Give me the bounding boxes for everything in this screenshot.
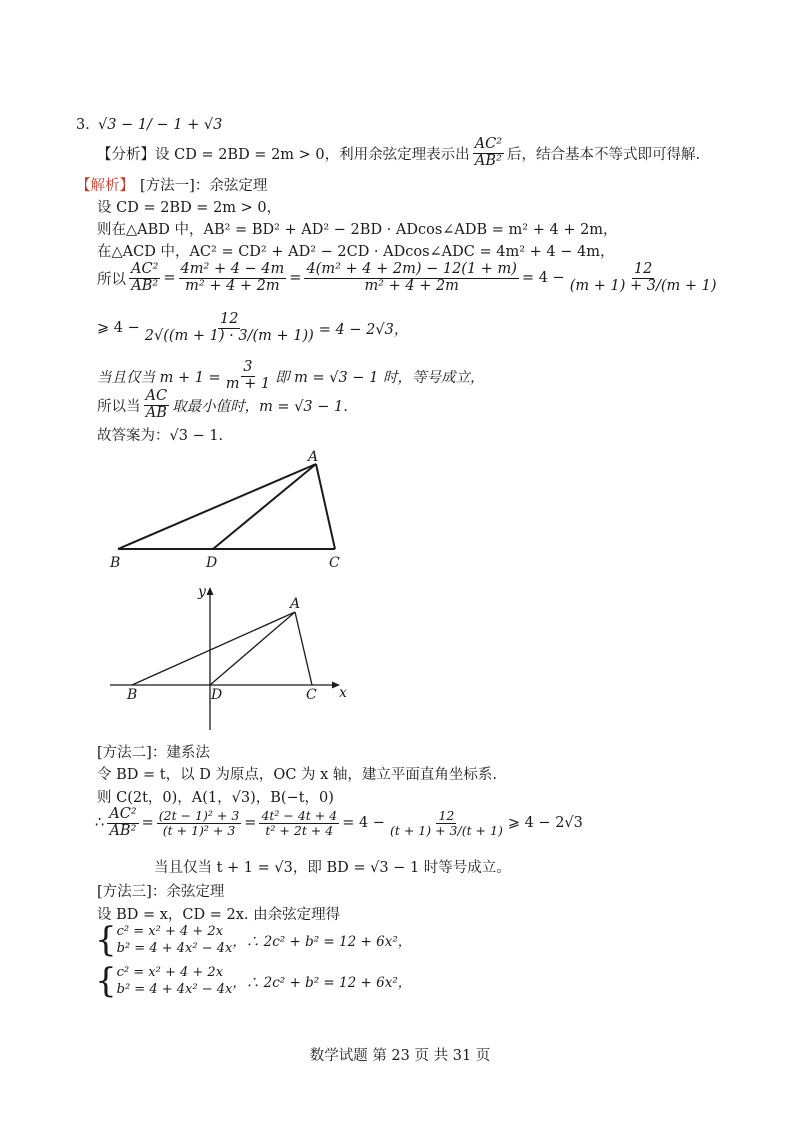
equals-sign: =: [244, 815, 257, 832]
label-b: B: [110, 555, 121, 571]
label-a: A: [290, 596, 301, 612]
fraction-numerator: 4t² − 4t + 4: [261, 808, 338, 824]
method2-title: [方法二]：建系法: [97, 745, 210, 761]
line7-prefix: 所以当: [97, 398, 141, 415]
m2-fraction-1: [107, 807, 138, 840]
equation-system: [117, 964, 233, 998]
method2-line3: [95, 807, 583, 840]
fraction-numerator: 3: [243, 359, 253, 375]
label-d: D: [211, 687, 223, 703]
fraction-denominator: AB²: [131, 277, 159, 294]
fraction-numerator: AC: [145, 388, 168, 404]
method1-line7: [97, 389, 348, 422]
line4-lead: = 4 −: [521, 270, 565, 287]
label-c: C: [329, 555, 340, 571]
method3-system-2: [95, 961, 412, 1001]
fraction-denominator: (m + 1) + 3/(m + 1): [569, 277, 717, 294]
line5-tail: = 4 − 2√3，: [318, 321, 409, 338]
fraction-denominator: AB²: [474, 152, 502, 169]
fraction-denominator: (t + 1) + 3/(t + 1): [389, 822, 503, 838]
segment-ac: [295, 612, 312, 685]
equation-c: c² = x² + 4 + 2x: [116, 965, 224, 980]
fraction-denominator: AB: [145, 404, 167, 421]
method1-line5: [97, 312, 408, 345]
fraction-denominator: m² + 4 + 2m: [364, 277, 459, 294]
fraction-numerator: 4(m² + 4 + 2m) − 12(1 + m): [306, 261, 517, 277]
segment-ab: [118, 464, 316, 549]
method1-line4: [97, 262, 722, 295]
equals-sign: =: [163, 270, 176, 287]
method1-line3: 在△ACD 中，AC² = CD² + AD² − 2CD · ADcos∠ADC = 4m² + 4 − 4m，: [97, 244, 615, 260]
left-brace-icon: {: [95, 920, 117, 960]
equation-b: b² = 4 + 4x² − 4x: [116, 982, 233, 997]
method1-line1: 设 CD = 2BD = 2m > 0，: [97, 200, 282, 216]
method3-line1: 设 BD = x，CD = 2x. 由余弦定理得: [97, 907, 341, 923]
line5-lead: ⩾ 4 −: [97, 320, 140, 337]
fraction-numerator: 12: [633, 261, 653, 277]
therefore-symbol: ∴: [95, 815, 105, 832]
m2-tail: ⩾ 4 − 2√3: [507, 815, 583, 832]
fraction-denominator: AB²: [109, 822, 137, 839]
coordinate-figure: [110, 582, 360, 732]
m2-fraction-2: [157, 809, 242, 838]
label-b: B: [127, 687, 138, 703]
fraction-denominator: m + 1: [225, 375, 271, 392]
equals-sign: =: [141, 815, 154, 832]
method3-system-1: [95, 920, 412, 960]
label-x: x: [339, 685, 347, 701]
line6-fraction: [224, 360, 272, 393]
system-result: ，∴ 2c² + b² = 12 + 6x²，: [232, 975, 412, 991]
fraction-denominator: m² + 4 + 2m: [185, 277, 280, 294]
fraction-numerator: 12: [438, 808, 455, 824]
system-result: ，∴ 2c² + b² = 12 + 6x²，: [232, 934, 412, 950]
m2-lead: = 4 −: [342, 815, 385, 832]
line7-suffix: 取最小值时，m = √3 − 1.: [172, 398, 348, 415]
label-y: y: [198, 584, 206, 600]
label-d: D: [206, 555, 218, 571]
segment-ad: [213, 464, 316, 549]
equation-b: b² = 4 + 4x² − 4x: [116, 941, 233, 956]
fraction-numerator: AC²: [131, 261, 159, 277]
method2-line2: 则 C(2t，0)，A(1，√3)，B(−t，0): [97, 790, 334, 806]
analysis-text-after: 后，结合基本不等式即可得解.: [507, 146, 701, 163]
m2-fraction-3: [259, 809, 339, 838]
analysis-text-before: 设 CD = 2BD = 2m > 0，利用余弦定理表示出: [155, 146, 470, 163]
method2-line4: 当且仅当 t + 1 = √3，即 BD = √3 − 1 时等号成立。: [154, 860, 511, 876]
m2-fraction-4: [388, 809, 505, 838]
method2-line1: 令 BD = t，以 D 为原点，OC 为 x 轴，建立平面直角坐标系.: [97, 767, 498, 783]
fraction-numerator: (2t − 1)² + 3: [158, 808, 240, 824]
line4-fraction-3: [304, 262, 519, 295]
line4-fraction-2: [179, 262, 287, 295]
line4-fraction-4: [568, 262, 719, 295]
segment-ac: [316, 464, 335, 549]
line5-fraction: [143, 312, 316, 345]
fraction-denominator: (t + 1)² + 3: [162, 822, 236, 838]
segment-ab: [132, 612, 295, 685]
label-a: A: [308, 449, 319, 465]
triangle-figure: [100, 445, 360, 575]
analysis-label: 【分析】: [97, 146, 155, 163]
line6-prefix: 当且仅当 m + 1 =: [97, 369, 221, 386]
y-axis-arrow-icon: [207, 587, 214, 595]
fraction-denominator: t² + 2t + 4: [265, 822, 334, 838]
problem-answer: √3 − 1/ − 1 + √3: [98, 117, 223, 133]
line4-fraction-1: [129, 262, 160, 295]
fraction-numerator: AC²: [109, 806, 137, 822]
fraction-numerator: 12: [220, 311, 239, 327]
equals-sign: =: [289, 270, 302, 287]
line4-prefix: 所以: [97, 271, 126, 288]
fraction-numerator: AC²: [474, 136, 503, 152]
line7-fraction: [144, 389, 170, 422]
method1-title: [方法一]：余弦定理: [140, 178, 268, 194]
solution-label: 【解析】: [76, 178, 134, 194]
analysis-line: [97, 137, 700, 170]
method1-line2: 则在△ABD 中，AB² = BD² + AD² − 2BD · ADcos∠ADB = m² + 4 + 2m，: [97, 222, 618, 238]
label-c: C: [306, 687, 317, 703]
fraction-numerator: 4m² + 4 − 4m: [180, 261, 285, 277]
line6-suffix: 即 m = √3 − 1 时，等号成立，: [275, 369, 485, 386]
equation-c: c² = x² + 4 + 2x: [116, 924, 224, 939]
method1-line8: 故答案为：√3 − 1.: [97, 428, 224, 444]
equation-system: [117, 923, 233, 957]
segment-ad: [210, 612, 295, 685]
problem-number: 3.: [76, 117, 90, 133]
left-brace-icon: {: [95, 961, 117, 1001]
page-footer: 数学试题 第 23 页 共 31 页: [309, 1048, 491, 1064]
analysis-fraction: [473, 137, 504, 170]
fraction-denominator: 2√((m + 1) · 3/(m + 1)): [144, 327, 314, 344]
method3-title: [方法三]：余弦定理: [97, 884, 225, 900]
